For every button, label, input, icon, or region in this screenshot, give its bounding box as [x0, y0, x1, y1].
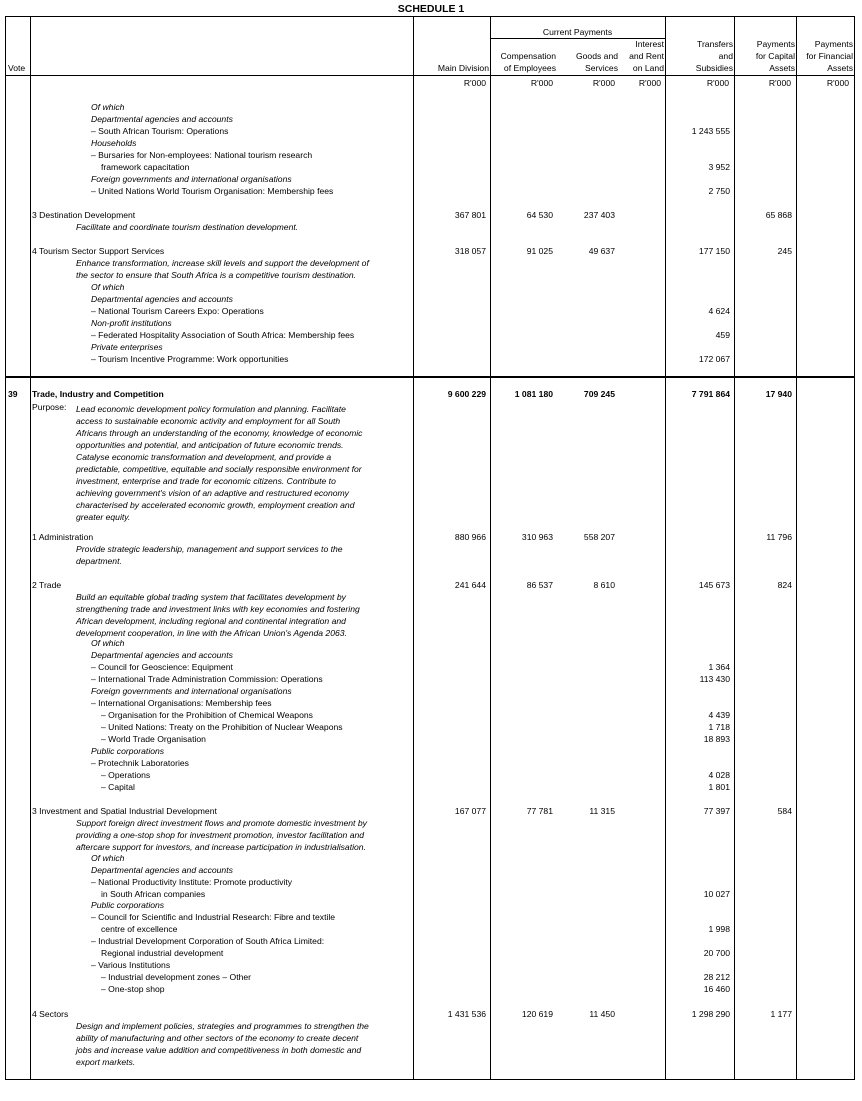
- main-division-cell: 241 644: [454, 580, 486, 590]
- row-description: access to sustainable economic activity and employment for all South: [76, 416, 341, 426]
- row-description: – Tourism Incentive Programme: Work opportunities: [91, 354, 289, 364]
- row-description: predictable, competitive, equitable and socially responsible environment for: [76, 464, 362, 474]
- row-description: framework capacitation: [101, 162, 190, 172]
- table-row: [0, 341, 862, 353]
- header-main-division: Main Division: [437, 63, 489, 73]
- transfers-cell: 1 298 290: [691, 1009, 730, 1019]
- compensation-cell: 91 025: [526, 246, 553, 256]
- row-description: – Various Institutions: [91, 960, 171, 970]
- table-row: [0, 293, 862, 305]
- table-row: [0, 415, 862, 427]
- row-description: aftercare support for investors, and increase participation in industrialisation.: [76, 842, 366, 852]
- page-title: SCHEDULE 1: [397, 3, 465, 15]
- row-description: characterised by accelerated economic growth, employment creation and: [76, 500, 355, 510]
- table-row: [0, 959, 862, 971]
- table-row: [0, 911, 862, 923]
- header-goods-2: Services: [585, 63, 618, 73]
- table-row: [0, 221, 862, 233]
- capital-assets-cell: 11 796: [766, 532, 792, 542]
- unit-interest: R'000: [638, 78, 661, 88]
- capital-assets-cell: 65 868: [765, 210, 792, 220]
- table-row: [0, 781, 862, 793]
- transfers-cell: 2 750: [708, 186, 730, 196]
- table-row: [0, 499, 862, 511]
- transfers-cell: 113 430: [699, 674, 730, 684]
- transfers-cell: 77 397: [703, 806, 730, 816]
- table-row: [0, 685, 862, 697]
- transfers-cell: 4 624: [708, 306, 730, 316]
- table-row: [0, 673, 862, 685]
- header-financial-2: for Financial: [806, 51, 853, 61]
- header-transfers-2: and: [718, 51, 733, 61]
- row-description: Of which: [91, 102, 125, 112]
- compensation-cell: 120 619: [521, 1009, 553, 1019]
- row-description: Build an equitable global trading system that facilitates development by: [76, 592, 346, 602]
- row-description: – Council for Geoscience: Equipment: [91, 662, 233, 672]
- table-row: [0, 935, 862, 947]
- row-description: – Operations: [101, 770, 151, 780]
- row-description: Departmental agencies and accounts: [91, 294, 233, 304]
- row-description: department.: [76, 556, 122, 566]
- row-description: greater equity.: [76, 512, 131, 522]
- compensation-cell: 64 530: [526, 210, 553, 220]
- table-row: [0, 852, 862, 864]
- table-row: [0, 733, 862, 745]
- transfers-cell: 145 673: [698, 580, 730, 590]
- table-row: [0, 185, 862, 197]
- table-row: [0, 173, 862, 185]
- row-description: African development, including regional and continental integration and: [76, 616, 346, 626]
- table-row: [0, 769, 862, 781]
- table-row: [0, 1056, 862, 1068]
- table-row: [0, 817, 862, 829]
- table-row: [0, 661, 862, 673]
- compensation-cell: 310 963: [521, 532, 553, 542]
- row-description: Catalyse economic transformation and development, and provide a: [76, 452, 332, 462]
- unit-comp: R'000: [530, 78, 553, 88]
- row-description: – National Tourism Careers Expo: Operations: [91, 306, 264, 316]
- header-capital-1: Payments: [756, 39, 795, 49]
- capital-assets-cell: 1 177: [770, 1009, 792, 1019]
- row-description: – Bursaries for Non-employees: National tourism research: [91, 150, 313, 160]
- row-description: Lead economic development policy formulation and planning. Facilitate: [76, 404, 346, 414]
- unit-transfers: R'000: [706, 78, 729, 88]
- header-comp-1: Compensation: [500, 51, 556, 61]
- row-description: 1 Administration: [32, 532, 94, 542]
- table-row: [0, 353, 862, 365]
- header-vote: Vote: [8, 63, 26, 73]
- unit-financial: R'000: [826, 78, 849, 88]
- table-row: [0, 329, 862, 341]
- main-division-cell: 880 966: [454, 532, 486, 542]
- table-row: [0, 637, 862, 649]
- compensation-cell: 77 781: [526, 806, 553, 816]
- row-description: – United Nations: Treaty on the Prohibition of Nuclear Weapons: [101, 722, 343, 732]
- row-description: 2 Trade: [32, 580, 62, 590]
- row-description: – World Trade Organisation: [101, 734, 206, 744]
- row-description: Private enterprises: [91, 342, 163, 352]
- capital-assets-cell: 17 940: [765, 389, 792, 399]
- unit-main: R'000: [463, 78, 486, 88]
- transfers-cell: 1 364: [708, 662, 730, 672]
- table-row: [0, 427, 862, 439]
- row-description: Enhance transformation, increase skill levels and support the development of: [76, 258, 369, 268]
- transfers-cell: 20 700: [703, 948, 730, 958]
- table-row: [0, 603, 862, 615]
- transfers-cell: 172 067: [698, 354, 730, 364]
- compensation-cell: 86 537: [526, 580, 553, 590]
- row-description: – Organisation for the Prohibition of Chemical Weapons: [101, 710, 313, 720]
- row-description: Support foreign direct investment flows and promote domestic investment by: [76, 818, 367, 828]
- row-description: Trade, Industry and Competition: [32, 389, 164, 399]
- table-row: [0, 543, 862, 555]
- header-interest-1: Interest: [635, 39, 664, 49]
- transfers-cell: 3 952: [708, 162, 730, 172]
- row-description: opportunities and potential, and anticipation of future economic trends.: [76, 440, 344, 450]
- row-description: – Federated Hospitality Association of South Africa: Membership fees: [91, 330, 355, 340]
- row-description: Non-profit institutions: [91, 318, 172, 328]
- row-description: Public corporations: [91, 746, 165, 756]
- unit-capital: R'000: [768, 78, 791, 88]
- row-description: Of which: [91, 282, 125, 292]
- row-description: Foreign governments and international organisations: [91, 174, 292, 184]
- table-row: [0, 1008, 862, 1020]
- header-current-payments: Current Payments: [542, 27, 613, 37]
- table-row: [0, 113, 862, 125]
- table-row: [0, 745, 862, 757]
- table-row: [0, 721, 862, 733]
- row-description: Africans through an understanding of the economy, knowledge of economic: [76, 428, 363, 438]
- row-description: Facilitate and coordinate tourism destination development.: [76, 222, 299, 232]
- table-row: [0, 305, 862, 317]
- table-row: [0, 579, 862, 591]
- table-row: [0, 137, 862, 149]
- goods-services-cell: 709 245: [583, 389, 615, 399]
- row-description: the sector to ensure that South Africa is a competitive tourism destination.: [76, 270, 357, 280]
- row-description: development cooperation, in line with the African Union's Agenda 2063.: [76, 628, 347, 638]
- table-row: [0, 531, 862, 543]
- table-row: [0, 388, 862, 400]
- table-row: [0, 1020, 862, 1032]
- row-description: – National Productivity Institute: Promote productivity: [91, 877, 293, 887]
- table-row: [0, 451, 862, 463]
- row-description: Regional industrial development: [101, 948, 224, 958]
- row-description: – International Organisations: Membership fees: [91, 698, 272, 708]
- table-row: [0, 463, 862, 475]
- capital-assets-cell: 824: [777, 580, 792, 590]
- row-description: Departmental agencies and accounts: [91, 650, 233, 660]
- transfers-cell: 16 460: [703, 984, 730, 994]
- row-description: – International Trade Administration Commission: Operations: [91, 674, 323, 684]
- transfers-cell: 28 212: [703, 972, 730, 982]
- row-description: 3 Destination Development: [32, 210, 136, 220]
- vote-separator: [5, 376, 855, 378]
- row-description: – Council for Scientific and Industrial Research: Fibre and textile: [91, 912, 336, 922]
- row-description: – One-stop shop: [101, 984, 165, 994]
- table-row: [0, 281, 862, 293]
- transfers-cell: 1 243 555: [691, 126, 730, 136]
- capital-assets-cell: 245: [777, 246, 792, 256]
- transfers-cell: 1 998: [708, 924, 730, 934]
- table-row: [0, 403, 862, 415]
- row-description: – United Nations World Tourism Organisation: Membership fees: [91, 186, 334, 196]
- row-description: strengthening trade and investment links with key economies and fostering: [76, 604, 360, 614]
- table-row: [0, 317, 862, 329]
- table-row: [0, 923, 862, 935]
- table-row: [0, 591, 862, 603]
- table-row: [0, 709, 862, 721]
- header-capital-3: Assets: [769, 63, 795, 73]
- row-description: centre of excellence: [101, 924, 178, 934]
- vote-number: 39: [8, 389, 18, 399]
- goods-services-cell: 49 637: [588, 246, 615, 256]
- header-comp-2: of Employees: [503, 63, 556, 73]
- table-row: [0, 475, 862, 487]
- row-description: Provide strategic leadership, management and support services to the: [76, 544, 343, 554]
- row-description: Public corporations: [91, 900, 165, 910]
- row-description: – Industrial Development Corporation of South Africa Limited:: [91, 936, 325, 946]
- table-row: [0, 615, 862, 627]
- table-row: [0, 125, 862, 137]
- row-description: Foreign governments and international organisations: [91, 686, 292, 696]
- row-description: export markets.: [76, 1057, 136, 1067]
- table-row: [0, 1044, 862, 1056]
- row-description: – Industrial development zones – Other: [101, 972, 252, 982]
- transfers-cell: 4 439: [708, 710, 730, 720]
- table-row: [0, 649, 862, 661]
- table-row: [0, 487, 862, 499]
- header-capital-2: for Capital: [755, 51, 795, 61]
- goods-services-cell: 237 403: [583, 210, 615, 220]
- row-description: in South African companies: [101, 889, 206, 899]
- header-transfers-3: Subsidies: [695, 63, 733, 73]
- table-row: [0, 149, 862, 161]
- row-description: Departmental agencies and accounts: [91, 865, 233, 875]
- transfers-cell: 459: [715, 330, 730, 340]
- table-row: [0, 161, 862, 173]
- table-row: [0, 899, 862, 911]
- goods-services-cell: 8 610: [593, 580, 615, 590]
- main-division-cell: 1 431 536: [447, 1009, 486, 1019]
- main-division-cell: 318 057: [454, 246, 486, 256]
- row-description: Of which: [91, 853, 125, 863]
- row-description: 4 Sectors: [32, 1009, 69, 1019]
- table-row: [0, 829, 862, 841]
- transfers-cell: 1 718: [708, 722, 730, 732]
- transfers-cell: 177 150: [698, 246, 730, 256]
- main-division-cell: 9 600 229: [447, 389, 486, 399]
- capital-assets-cell: 584: [777, 806, 792, 816]
- header-rule: [5, 75, 855, 76]
- row-description: 3 Investment and Spatial Industrial Development: [32, 806, 217, 816]
- table-row: [0, 971, 862, 983]
- header-interest-3: on Land: [632, 63, 664, 73]
- header-interest-2: and Rent: [629, 51, 664, 61]
- row-description: Of which: [91, 638, 125, 648]
- table-row: [0, 983, 862, 995]
- row-description: – South African Tourism: Operations: [91, 126, 229, 136]
- transfers-cell: 7 791 864: [691, 389, 730, 399]
- row-description: Departmental agencies and accounts: [91, 114, 233, 124]
- main-division-cell: 167 077: [454, 806, 486, 816]
- goods-services-cell: 558 207: [583, 532, 615, 542]
- transfers-cell: 4 028: [708, 770, 730, 780]
- transfers-cell: 18 893: [703, 734, 730, 744]
- table-row: [0, 511, 862, 523]
- row-description: providing a one-stop shop for investment promotion, investor facilitation and: [76, 830, 365, 840]
- table-row: [0, 757, 862, 769]
- compensation-cell: 1 081 180: [514, 389, 553, 399]
- header-financial-3: Assets: [827, 63, 853, 73]
- table-row: [0, 876, 862, 888]
- row-description: – Capital: [101, 782, 135, 792]
- table-row: [0, 101, 862, 113]
- row-description: 4 Tourism Sector Support Services: [32, 246, 165, 256]
- table-row: [0, 805, 862, 817]
- unit-goods: R'000: [592, 78, 615, 88]
- row-description: ability of manufacturing and other sectors of the economy to create decent: [76, 1033, 359, 1043]
- header-transfers-1: Transfers: [697, 39, 733, 49]
- row-description: investment, enterprise and trade for economic citizens. Contribute to: [76, 476, 336, 486]
- transfers-cell: 1 801: [708, 782, 730, 792]
- table-row: [0, 269, 862, 281]
- header-goods-1: Goods and: [575, 51, 618, 61]
- table-row: [0, 947, 862, 959]
- row-description: – Protechnik Laboratories: [91, 758, 189, 768]
- table-row: [0, 864, 862, 876]
- table-row: [0, 245, 862, 257]
- row-description: achieving government's vision of an adaptive and restructured economy: [76, 488, 349, 498]
- goods-services-cell: 11 315: [589, 806, 615, 816]
- transfers-cell: 10 027: [703, 889, 730, 899]
- row-description: Design and implement policies, strategies and programmes to strengthen the: [76, 1021, 369, 1031]
- table-row: [0, 209, 862, 221]
- table-row: [0, 439, 862, 451]
- goods-services-cell: 11 450: [589, 1009, 615, 1019]
- row-description: Purpose:: [32, 402, 67, 412]
- table-row: [0, 1032, 862, 1044]
- row-description: Households: [91, 138, 137, 148]
- table-row: [0, 555, 862, 567]
- table-row: [0, 697, 862, 709]
- row-description: jobs and increase value addition and competitiveness in both domestic and: [76, 1045, 362, 1055]
- table-row: [0, 257, 862, 269]
- main-division-cell: 367 801: [454, 210, 486, 220]
- header-financial-1: Payments: [814, 39, 853, 49]
